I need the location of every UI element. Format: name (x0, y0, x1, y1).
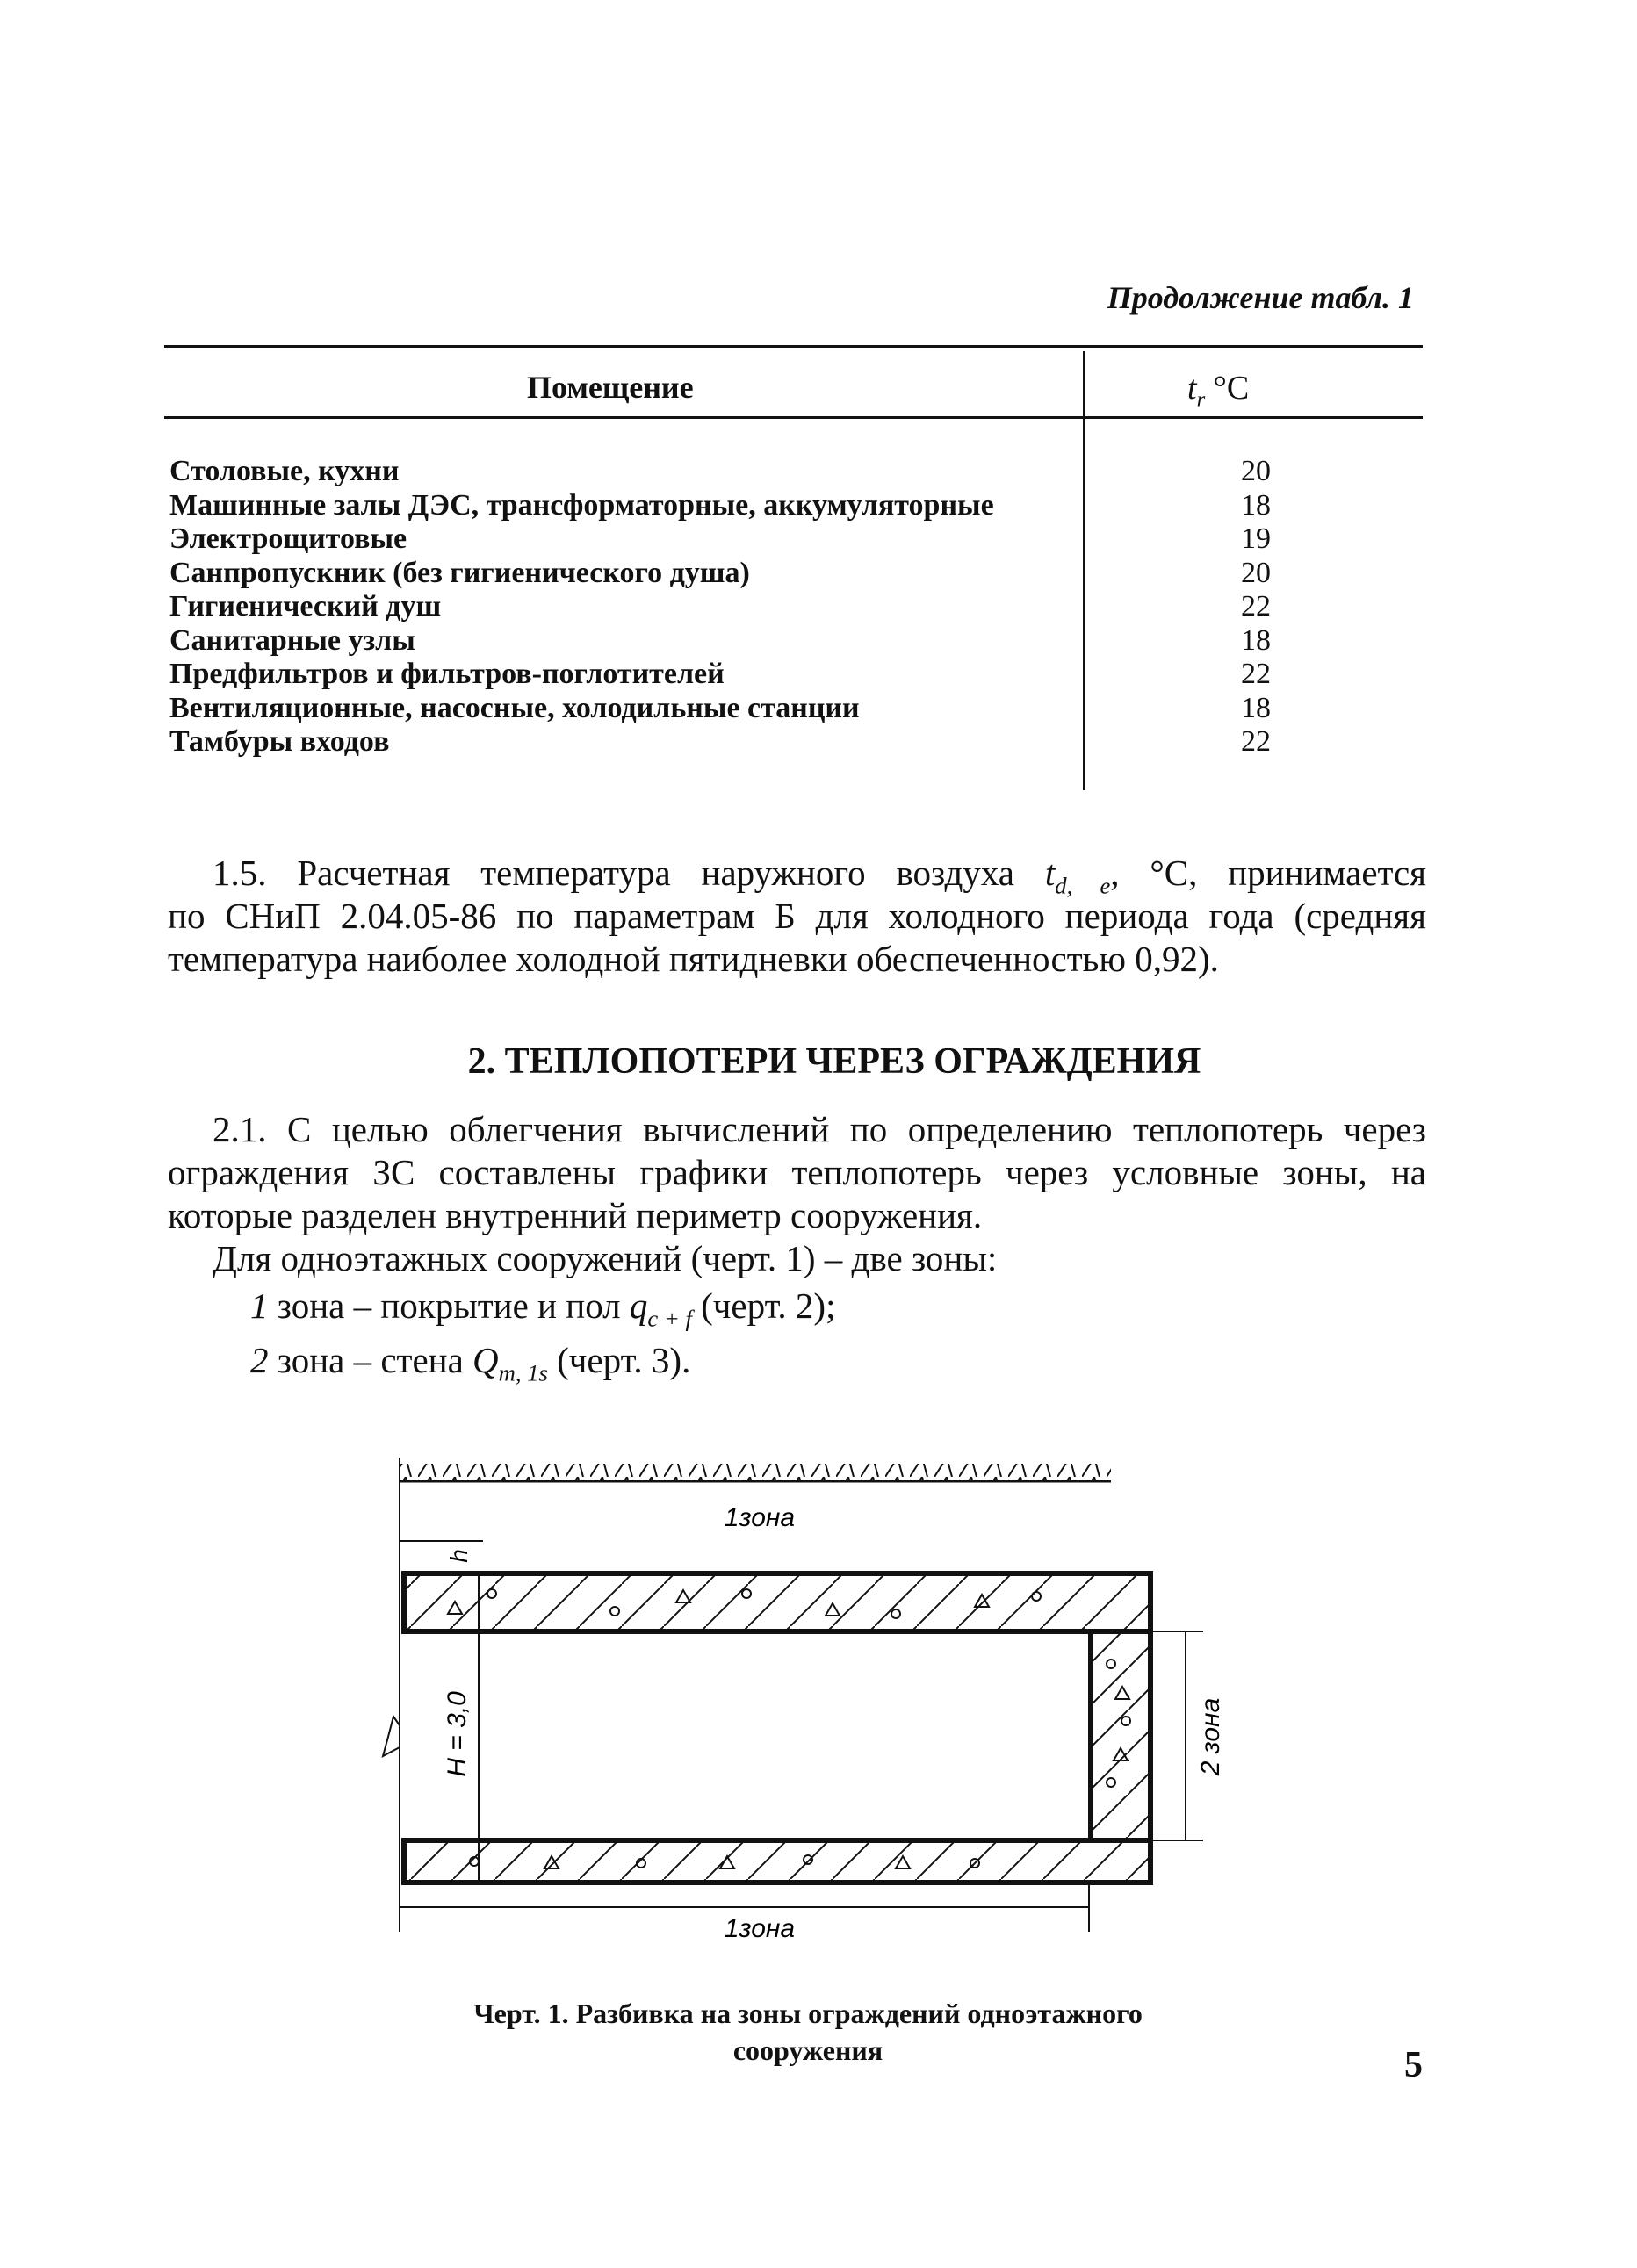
table-header-room: Помещение (527, 370, 694, 405)
table-row-room: Гигиенический душ (169, 590, 442, 623)
table-header-rule (164, 416, 1423, 419)
table-column-divider (1083, 351, 1085, 790)
break-mark (383, 1717, 400, 1756)
page-number: 5 (1404, 2045, 1423, 2085)
floor-slab (404, 1840, 1150, 1883)
section-heading: 2. ТЕПЛОПОТЕРИ ЧЕРЕЗ ОГРАЖДЕНИЯ (467, 1041, 1201, 1082)
table-row-temp: 22 (1241, 658, 1271, 690)
table-row-temp: 20 (1241, 455, 1271, 487)
ground-surface (400, 1464, 1111, 1481)
table-row-temp: 18 (1241, 488, 1271, 522)
paragraph-1-5-line1: 1.5. Расчетная температура наружного воздуха $t_{d, e}$, °С, принимается (213, 853, 1426, 899)
paragraph-1-5-line2: по СНиП 2.04.05-86 по параметрам Б для холодного периода года (средняя (168, 896, 1426, 936)
paragraph-2-1-line4: Для одноэтажных сооружений (черт. 1) – две зоны: (213, 1238, 998, 1278)
zone-1-line: 1 зона – покрытие и пол $q_{c + f}$ (черт. 2); (250, 1285, 836, 1332)
paragraph-1-5-line3: температура наиболее холодной пятидневки обеспеченностью 0,92). (168, 939, 1219, 979)
paragraph-2-1-line2: ограждения ЗС составлены графики теплопотерь через условные зоны, на (168, 1152, 1426, 1192)
table-top-rule (164, 345, 1423, 348)
table-row-room: Предфильтров и фильтров-поглотителей (169, 658, 725, 690)
table-row-room: Электрощитовые (169, 522, 407, 555)
right-wall (1091, 1631, 1150, 1840)
table-row-temp: 19 (1241, 522, 1271, 555)
table-row-room: Санпропускник (без гигиенического душа) (169, 556, 750, 589)
paragraph-2-1-line1: 2.1. С целью облегчения вычислений по определению теплопотерь через (213, 1109, 1426, 1149)
zoning-diagram (369, 1458, 1247, 1967)
roof-slab (404, 1573, 1150, 1631)
table-row-temp: 18 (1241, 623, 1271, 657)
wall-zone-label: 2 зона (1196, 1697, 1225, 1776)
table-row-temp: 22 (1241, 590, 1271, 623)
h-label: h (445, 1549, 472, 1563)
table-row-temp: 20 (1241, 556, 1271, 589)
zone-2-line: 2 зона – стена $Q_{m, 1s}$ (черт. 3). (250, 1340, 691, 1386)
table-row-room: Вентиляционные, насосные, холодильные станции (169, 691, 860, 724)
table-row-room: Машинные залы ДЭС, трансформаторные, аккумуляторные (169, 488, 994, 522)
table-continuation-label: Продолжение табл. 1 (1107, 280, 1414, 315)
table-row-room: Тамбуры входов (169, 725, 390, 758)
table-room-column (169, 455, 1074, 760)
bottom-zone-label: 1зона (724, 1914, 796, 1943)
table-header-temp: $t_r$ °C (1187, 370, 1250, 412)
table-row-temp: 22 (1241, 725, 1271, 758)
top-zone-label: 1зона (724, 1503, 796, 1532)
figure-caption: Черт. 1. Разбивка на зоны ограждений одноэтажного сооружения (473, 1998, 1143, 2066)
paragraph-2-1-line3: которые разделен внутренний периметр сооружения. (168, 1195, 983, 1235)
H-label: H = 3,0 (443, 1691, 472, 1777)
table-row-temp: 18 (1241, 691, 1271, 724)
table-row-room: Столовые, кухни (169, 455, 400, 487)
table-row-room: Санитарные узлы (169, 623, 415, 657)
table-temp-column (1212, 455, 1300, 760)
